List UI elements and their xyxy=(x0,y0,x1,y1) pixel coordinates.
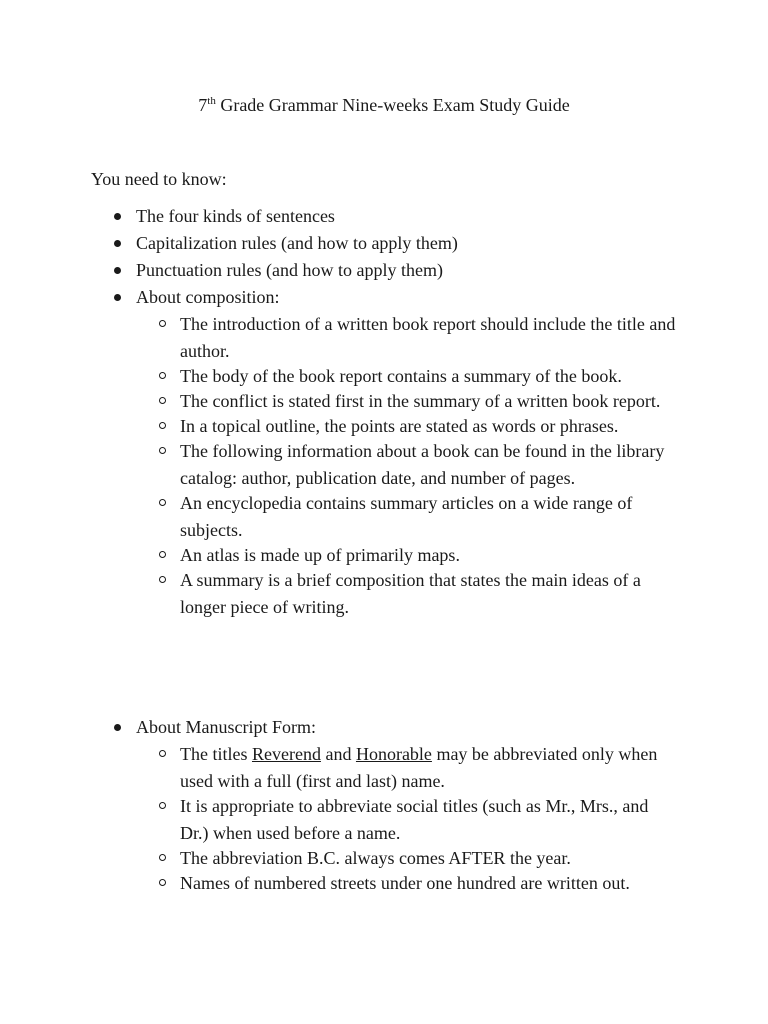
title-superscript: th xyxy=(207,95,216,107)
knowledge-list xyxy=(0,203,768,619)
title-text: Grade Grammar Nine-weeks Exam Study Guide xyxy=(215,95,570,115)
sublist-item xyxy=(0,311,720,365)
circle-bullet-icon xyxy=(159,447,166,454)
sublist-item xyxy=(0,363,720,390)
sublist-text-part: The titles xyxy=(180,744,252,764)
list-item-text: Punctuation rules (and how to apply them) xyxy=(136,260,443,280)
bullet-icon xyxy=(114,213,121,220)
sublist-item xyxy=(0,388,720,415)
sublist-item-text: Names of numbered streets under one hundred are written out. xyxy=(180,873,630,893)
list-item xyxy=(0,203,768,230)
circle-bullet-icon xyxy=(159,750,166,757)
manuscript-list xyxy=(0,714,768,895)
sublist-text-part: and xyxy=(320,744,356,764)
circle-bullet-icon xyxy=(159,422,166,429)
circle-bullet-icon xyxy=(159,372,166,379)
circle-bullet-icon xyxy=(159,576,166,583)
sublist-item xyxy=(0,870,720,897)
list-item-text: The four kinds of sentences xyxy=(136,206,335,226)
circle-bullet-icon xyxy=(159,320,166,327)
sublist-item xyxy=(0,793,720,847)
underlined-term-honorable: Honorable xyxy=(355,744,432,764)
circle-bullet-icon xyxy=(159,802,166,809)
sublist-item-text: The body of the book report contains a summary of the book. xyxy=(180,366,622,386)
sublist-text-part: may be abbreviated only when used with a full (first and last) name. xyxy=(180,744,658,791)
sublist-item-text: In a topical outline, the points are stated as words or phrases. xyxy=(180,416,619,436)
circle-bullet-icon xyxy=(159,551,166,558)
title-grade-number: 7 xyxy=(198,95,208,115)
sublist-item xyxy=(0,741,720,795)
list-item xyxy=(0,284,768,621)
sublist-item-text: The conflict is stated first in the summary of a written book report. xyxy=(180,391,661,411)
sublist-item-text: It is appropriate to abbreviate social titles (such as Mr., Mrs., and Dr.) when used before a name. xyxy=(180,796,649,843)
sublist-item-text: The abbreviation B.C. always comes AFTER the year. xyxy=(180,848,571,868)
sublist-item-text: The following information about a book can be found in the library catalog: author, publication date, and number of pages. xyxy=(180,441,665,488)
manuscript-sublist xyxy=(0,741,768,897)
page-title xyxy=(0,93,768,117)
bullet-icon xyxy=(114,267,121,274)
list-item xyxy=(0,714,768,897)
circle-bullet-icon xyxy=(159,499,166,506)
bullet-icon xyxy=(114,240,121,247)
sublist-item xyxy=(0,542,720,569)
sublist-item xyxy=(0,438,720,492)
sublist-item-text: A summary is a brief composition that states the main ideas of a longer piece of writing. xyxy=(180,570,641,617)
sublist-item xyxy=(0,413,720,440)
sublist-item xyxy=(0,490,720,544)
sublist-item-text: An atlas is made up of primarily maps. xyxy=(180,545,460,565)
bullet-icon xyxy=(114,294,121,301)
list-item-text: About Manuscript Form: xyxy=(136,717,316,737)
sublist-item-text: The introduction of a written book report should include the title and author. xyxy=(180,314,676,361)
composition-sublist xyxy=(0,311,768,621)
circle-bullet-icon xyxy=(159,879,166,886)
sublist-item xyxy=(0,567,720,621)
list-item xyxy=(0,257,768,284)
sublist-item xyxy=(0,845,720,872)
list-item xyxy=(0,230,768,257)
circle-bullet-icon xyxy=(159,854,166,861)
bullet-icon xyxy=(114,724,121,731)
underlined-term-reverend: Reverend xyxy=(251,744,321,764)
list-item-text: Capitalization rules (and how to apply them) xyxy=(136,233,458,253)
sublist-item-text: An encyclopedia contains summary articles on a wide range of subjects. xyxy=(180,493,633,540)
circle-bullet-icon xyxy=(159,397,166,404)
intro-text: You need to know: xyxy=(91,169,227,189)
list-item-text: About composition: xyxy=(136,287,280,307)
